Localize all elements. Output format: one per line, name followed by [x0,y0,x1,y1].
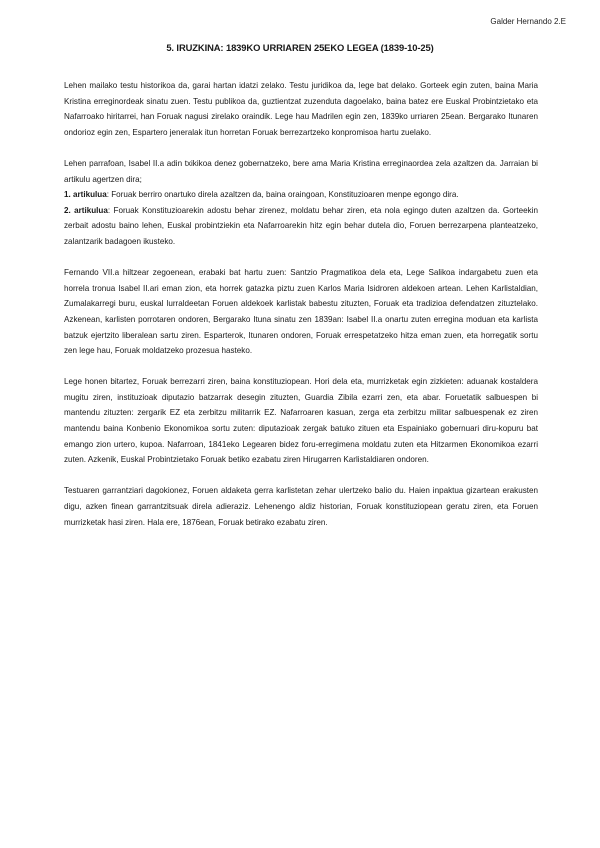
author-name: Galder Hernando 2.E [490,17,566,26]
paragraph-context: Fernando VII.a hiltzear zegoenean, erabaki bat hartu zuen: Santzio Pragmatikoa dela eta, Lege Salikoa indargabetu zuen eta horrela tronua Isabel II.ari eman zion, eta horrek gatazka piztu zuen Karlos Maria Isidroren aldekoen artean. Lehen Karlistaldian, Zumalakarregi buru, euskal lurraldeetan Foruen aldekoek karlistak babestu zituzten, Foruak eta tradizioa defendatzen zituztelako. Azkenean, karlisten porrotaren ondoren, Bergarako Ituna sinatu zen 1839an: Isabel II.a onartu zuten erregina moduan eta karlista batzuk ejertzito liberalean sartu ziren. Esparterok, Itunaren ondoren, Foruak errespetatzeko hitza eman zuen, eta horregatik sortu zen lege hau, Foruak moldatzeko prozesua hasteko. [64,268,538,356]
paragraph-intro: Lehen mailako testu historikoa da, garai hartan idatzi zelako. Testu juridikoa da, lege bat delako. Gorteek egin zuten, baina Maria Kristina erreginordeak sinatu zuen. Testu publikoa da, guztientzat zuzenduta dagoelako, baina batez ere Euskal Probintzietako eta Nafarroako hiritarrei, han Foruak nagusi zirelako oraindik. Lege hau Madrilen egin zen, 1839ko urriaren 25ean. Bergarako Itunaren ondorioz egin zen, Espartero jeneralak itun horretan Foruak berrezartzeko konpromisoa hartu zuelako. [64,81,538,137]
document-title: 5. IRUZKINA: 1839KO URRIAREN 25EKO LEGEA (1839-10-25) [166,42,434,53]
article-1-label: 1. artikulua [64,190,107,200]
paragraph-articles-intro: Lehen parrafoan, Isabel II.a adin txikikoa denez gobernatzeko, bere ama Maria Kristina erreginaordea zela azaltzen da. Jarraian bi artikulu agertzen dira; [64,158,538,184]
paragraph-consequences: Lege honen bitartez, Foruak berrezarri ziren, baina konstituziopean. Hori dela eta, murrizketak egin zizkieten: aduanak kostaldera mugitu ziren, instituzioak diputazio batzarrak desegin zituzten, Guardia Zibila ezarri zen, eta abar. Foruetatik salbuespen bi mantendu zituzten: zergarik EZ eta zerbitzu militarrik EZ. Nafarroaren kasuan, zerga eta zerbitzu militar salbuespenak ez ziren mantendu baina Konbenio Ekonomikoa sortu zuten: diputazioak zergak batuko zituen eta Espainiako gobernuari diru-kopuru bat emango zion urtero, kupoa. Nafarroan, 1841eko Legearen bidez foru-erregimena moldatu zuten eta Hitzarmen Ekonomikoa ezarri zuten. Azkenik, Euskal Probintzietako Foruak betiko ezabatu ziren Hirugarren Karlistaldiaren ondoren. [64,377,538,465]
article-1-text: : Foruak berriro onartuko direla azaltzen da, baina oraingoan, Konstituzioaren menpe egongo dira. [106,190,459,200]
paragraph-importance: Testuaren garrantziari dagokionez, Foruen aldaketa gerra karlistetan zehar ulertzeko balio du. Haien inpaktua gizartean erakusten digu, azken finean garrantzitsuak direla adieraziz. Lehenengo aldiz historian, Foruak konstituziopean geratu ziren, eta Foruen murrizketak hasi ziren. Hala ere, 1876ean, Foruak betirako ezabatu ziren. [64,486,538,527]
article-2-text: : Foruak Konstituzioarekin adostu behar zirenez, moldatu behar ziren, eta nola egingo duten azaltzen da. Gorteekin zerbait adostu baino lehen, Euskal probintziekin eta Nafarroarekin hitz egin behar dutela dio, Foruen berrezarpena planteatzeko, zalantzarik badagoen ikusteko. [64,205,538,246]
article-2-label: 2. artikulua [64,205,108,215]
article-1 [64,187,538,203]
article-2 [64,203,538,250]
document-body [64,78,538,546]
